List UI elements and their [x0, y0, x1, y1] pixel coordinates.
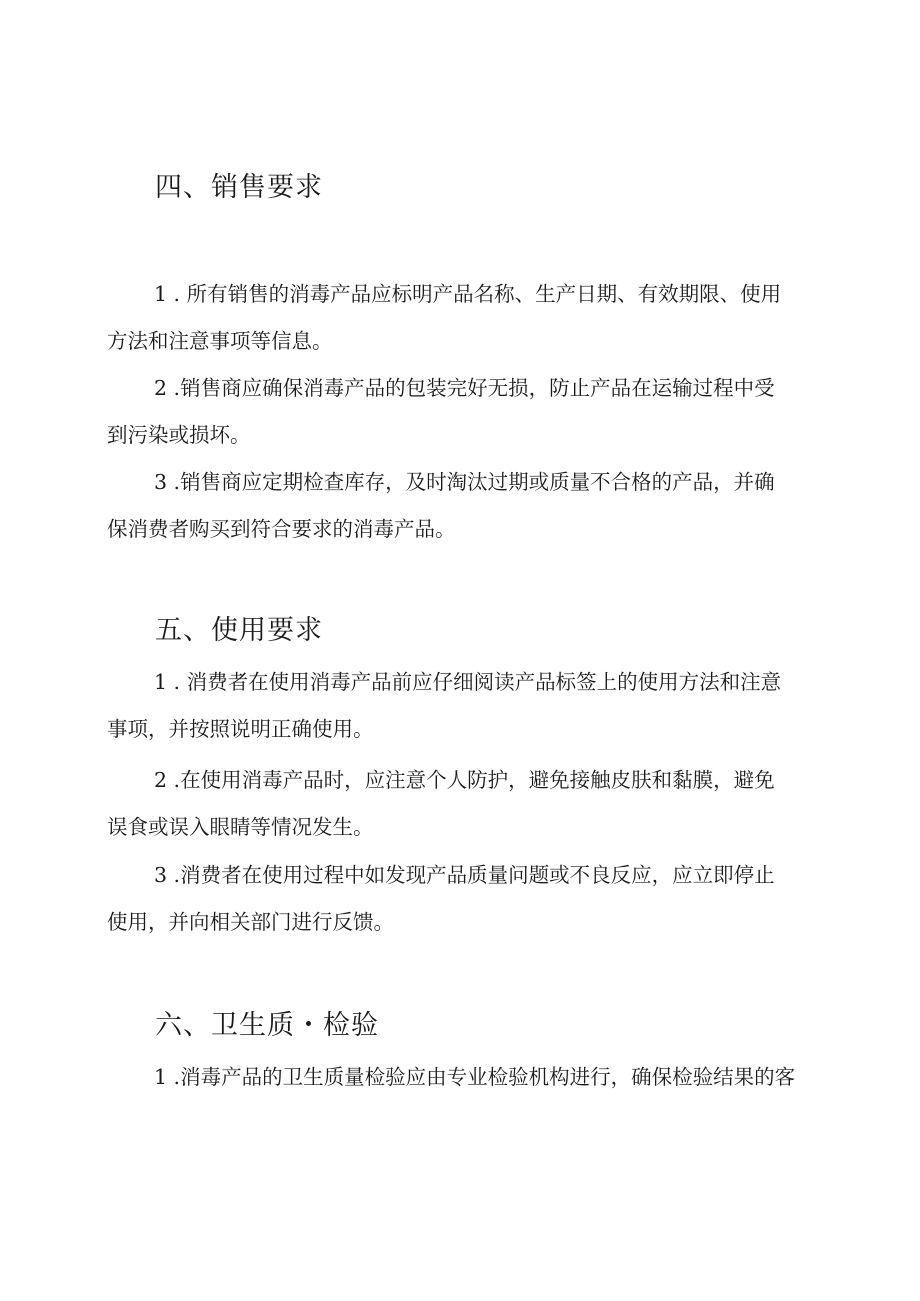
- section-heading: 六、卫生质・检验: [155, 1010, 379, 1041]
- paragraph-line: 2 .销售商应确保消毒产品的包装完好无损，防止产品在运输过程中受: [154, 376, 775, 400]
- paragraph-line: 方法和注意事项等信息。: [107, 329, 333, 353]
- paragraph-item: [107, 659, 823, 753]
- paragraph-line: 保消费者购买到符合要求的消毒产品。: [107, 517, 456, 541]
- paragraph-line: 1 .消毒产品的卫生质量检验应由专业检验机构进行，确保检验结果的客: [154, 1065, 796, 1089]
- paragraph-item: [107, 852, 823, 946]
- paragraph-item: [107, 1054, 823, 1101]
- paragraph-line: 使用，并向相关部门进行反馈。: [107, 910, 394, 934]
- paragraph-line: 事项，并按照说明正确使用。: [107, 717, 374, 741]
- paragraph-line: 1 . 所有销售的消毒产品应标明产品名称、生产日期、有效期限、使用: [154, 282, 782, 306]
- paragraph-line: 3 .消费者在使用过程中如发现产品质量问题或不良反应，应立即停止: [154, 863, 775, 887]
- paragraph-line: 3 .销售商应定期检查库存，及时淘汰过期或质量不合格的产品，并确: [154, 470, 775, 494]
- paragraph-line: 1 . 消费者在使用消毒产品前应仔细阅读产品标签上的使用方法和注意: [154, 670, 782, 694]
- paragraph-line: 到污染或损坏。: [107, 423, 251, 447]
- section-heading: 五、使用要求: [155, 615, 323, 646]
- paragraph-line: 误食或误入眼睛等情况发生。: [107, 815, 374, 839]
- paragraph-line: 2 .在使用消毒产品时，应注意个人防护，避免接触皮肤和黏膜，避免: [154, 768, 775, 792]
- paragraph-item: [107, 365, 823, 459]
- section-heading: 四、销售要求: [155, 172, 323, 203]
- paragraph-item: [107, 271, 823, 365]
- paragraph-item: [107, 757, 823, 851]
- paragraph-item: [107, 459, 823, 553]
